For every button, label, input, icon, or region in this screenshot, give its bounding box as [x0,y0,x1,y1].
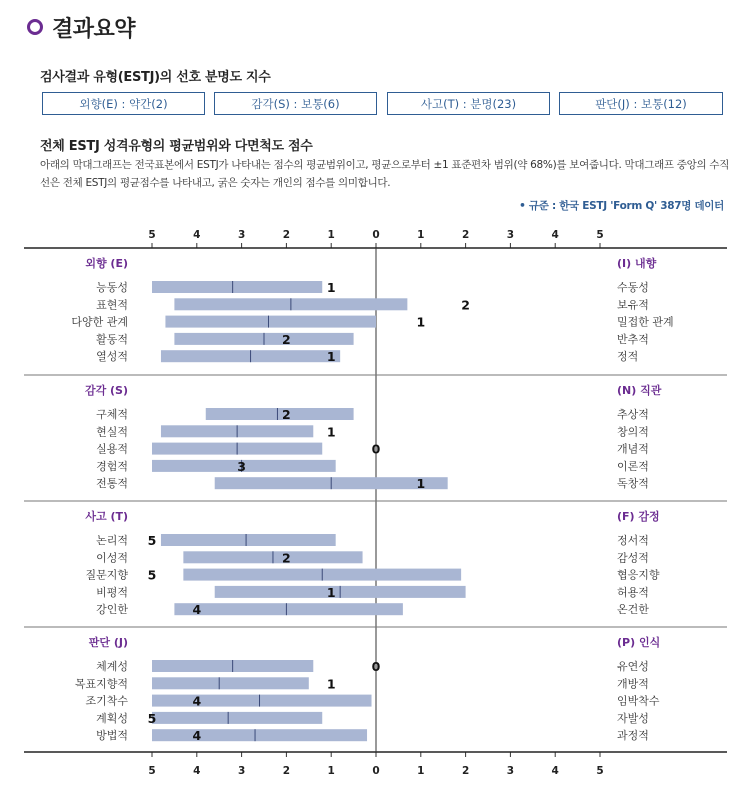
tick-label-bottom: 2 [282,765,291,777]
individual-score: 5 [147,710,157,726]
tick-label-top: 1 [417,229,425,241]
range-bar [152,712,322,724]
facet-label-right: 온건한 [617,603,649,617]
facet-label-right: 수동성 [617,281,649,294]
tick-label-top: 1 [327,229,335,241]
tick-label-bottom: 2 [461,765,470,777]
tick-label-top: 3 [237,229,246,241]
facet-label-right: 유연성 [617,660,649,673]
tick-label-top: 2 [461,229,470,241]
facet-label-left: 표현적 [96,298,128,312]
range-bar [152,728,367,744]
facet-label-left: 다양한 관계 [71,315,128,329]
facet-label-left: 체계성 [96,660,128,673]
individual-score: 2 [282,550,291,566]
facet-label-left: 질문지향 [85,568,128,582]
pref-box-s: 감각(S) : 보통(6) [214,92,377,115]
facet-label-right: 개방적 [617,677,649,691]
tick-label-bottom: 5 [596,765,604,777]
norm-note: • 규준 : 한국 ESTJ 'Form Q' 387명 데이터 [519,200,724,212]
range-bar [152,281,322,293]
group-header-right: (F) 감정 [617,510,660,523]
group-header-left: 판단 (J) [88,636,128,649]
tick-label-bottom: 1 [417,765,425,777]
facet-label-right: 임박착수 [617,694,660,708]
facet-label-right: 보유적 [617,298,649,312]
facet-label-right: 허용적 [617,585,649,599]
facet-label-right: 협응지향 [617,568,660,582]
facet-label-right: 독창적 [617,477,649,491]
group-header-left: 감각 (S) [84,384,128,397]
facet-label-left: 목표지향적 [74,677,128,691]
individual-score: 2 [282,331,291,347]
tick-label-bottom: 4 [551,765,559,777]
tick-label-bottom: 3 [506,765,515,777]
group-header-right: (N) 직관 [617,384,662,397]
group-header-right: (I) 내향 [617,257,657,270]
individual-score: 1 [416,314,426,330]
tick-label-top: 4 [551,229,559,241]
individual-score: 1 [326,584,336,600]
group-header-left: 외향 (E) [85,257,128,270]
facet-label-left: 구체적 [96,408,128,421]
individual-score: 0 [371,441,381,457]
facet-label-right: 감성적 [617,551,649,565]
facet-label-right: 개념적 [617,442,649,456]
facet-label-right: 이론적 [617,459,649,473]
tick-label-top: 2 [282,229,291,241]
facet-label-left: 실용적 [96,442,128,456]
page-title: 결과요약 [52,16,136,42]
facet-label-right: 반추적 [617,332,649,346]
facet-label-left: 활동적 [96,332,128,346]
preference-heading: 검사결과 유형(ESTJ)의 선호 분명도 지수 [40,70,271,85]
individual-score: 2 [461,297,470,313]
pref-box-t: 사고(T) : 분명(23) [387,92,550,115]
facet-label-left: 강인한 [96,603,128,617]
individual-score: 1 [416,476,426,492]
individual-score: 4 [192,728,202,744]
tick-label-bottom: 0 [372,765,380,777]
facet-label-right: 정서적 [617,534,649,547]
individual-score: 1 [326,424,336,440]
facet-label-left: 비평적 [96,585,128,599]
facet-label-right: 자발성 [617,711,649,725]
facet-label-left: 전통적 [96,477,128,491]
individual-score: 3 [237,458,246,474]
facet-label-left: 논리적 [96,534,128,547]
individual-score: 4 [192,602,202,618]
facet-label-right: 정적 [617,350,639,364]
tick-label-top: 3 [506,229,515,241]
group-header-right: (P) 인식 [617,636,661,649]
range-bar [165,316,376,328]
individual-score: 4 [192,693,202,709]
facet-label-left: 열성적 [96,350,128,364]
tick-label-bottom: 4 [193,765,201,777]
facet-label-right: 창의적 [617,425,649,439]
tick-label-top: 5 [596,229,604,241]
individual-score: 5 [147,533,157,548]
pref-box-e: 외향(E) : 약간(2) [42,92,205,115]
facet-label-left: 계획성 [96,711,128,725]
facet-label-left: 능동성 [96,281,128,294]
range-heading: 전체 ESTJ 성격유형의 평균범위와 다면척도 점수 [40,139,313,154]
tick-label-bottom: 3 [237,765,246,777]
individual-score: 0 [371,659,381,674]
description-text: 아래의 막대그래프는 전국표본에서 ESTJ가 나타내는 점수의 평균범위이고, 평균으로부터 ±1 표준편차 범위(약 68%)를 보여줍니다. 막대그래프 중앙의 수직선은 전체 ESTJ의 평균점수를 나타내고, 굵은 숫자는 개인의 점수를 의미합니다. [40,159,730,189]
individual-score: 5 [147,567,157,583]
range-bar [152,677,309,689]
range-bar [152,695,372,707]
pref-box-j: 판단(J) : 보통(12) [559,92,723,115]
range-bar [161,534,336,546]
facet-label-left: 경험적 [96,459,128,473]
tick-label-top: 5 [148,229,156,241]
individual-score: 1 [326,349,336,365]
facet-label-left: 조기착수 [85,694,128,708]
facet-label-left: 방법적 [96,729,128,743]
range-bar [206,408,354,420]
individual-score: 1 [326,280,336,295]
facet-label-left: 현실적 [96,425,128,439]
individual-score: 1 [326,676,336,692]
group-header-left: 사고 (T) [85,510,128,523]
tick-label-bottom: 1 [327,765,335,777]
tick-label-top: 0 [372,229,380,241]
range-bar [174,602,402,618]
facet-label-right: 밀접한 관계 [617,315,674,329]
facet-label-left: 이성적 [96,551,128,565]
individual-score: 2 [282,407,291,422]
tick-label-top: 4 [193,229,201,241]
tick-label-bottom: 5 [148,765,156,777]
facet-label-right: 과정적 [617,729,649,743]
facet-label-right: 추상적 [617,408,649,421]
